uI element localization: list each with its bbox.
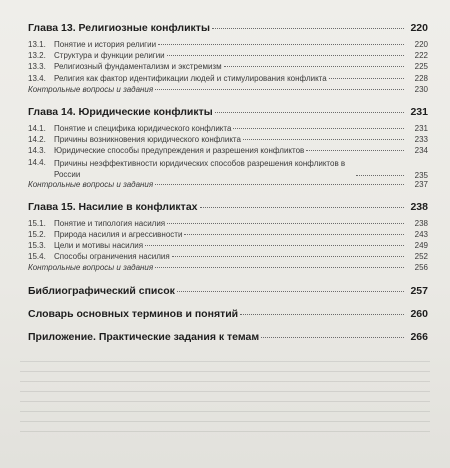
toc-entry-questions	[28, 85, 428, 96]
section-number: 15.2.	[28, 229, 46, 239]
section-title: Способы ограничения насилия	[54, 252, 170, 262]
section-number: 15.3.	[28, 241, 46, 251]
dot-leader	[212, 28, 404, 29]
chapter-title: Глава 14. Юридические конфликты	[28, 105, 213, 118]
toc-entry	[28, 135, 428, 146]
section-title: Контрольные вопросы и задания	[28, 179, 154, 189]
section-page: 234	[414, 146, 428, 156]
table-of-contents	[28, 22, 428, 354]
dot-leader	[261, 337, 404, 338]
dot-leader	[155, 267, 404, 268]
toc-entry	[28, 219, 428, 230]
chapter-14	[28, 106, 428, 191]
section-page: 230	[414, 84, 428, 94]
section-number: 13.2.	[28, 51, 46, 61]
section-title: Религия как фактор идентификации людей и стимулирования конфликта	[54, 73, 327, 83]
section-number: 14.3.	[28, 146, 46, 156]
section-number: 13.4.	[28, 73, 46, 83]
section-number: 14.1.	[28, 123, 46, 133]
toc-entry	[28, 230, 428, 241]
chapter-heading	[28, 201, 428, 215]
section-number: 14.2.	[28, 135, 46, 145]
section-number: 14.4.	[28, 157, 46, 167]
section-page: 225	[414, 62, 428, 72]
chapter-title: Глава 15. Насилие в конфликтах	[28, 200, 198, 213]
back-matter-page: 257	[410, 284, 428, 297]
paper-show-through	[20, 352, 430, 432]
section-number: 13.3.	[28, 62, 46, 72]
toc-entry	[28, 146, 428, 157]
back-matter-title: Библиографический список	[28, 284, 175, 297]
section-page: 256	[414, 263, 428, 273]
show-through-line	[20, 401, 430, 402]
section-number: 13.1.	[28, 40, 46, 49]
dot-leader	[184, 234, 404, 235]
toc-entry	[28, 252, 428, 263]
section-title: Причины неэффективности юридических способов разрешения конфликтов в России	[54, 158, 346, 179]
back-matter-page: 266	[410, 330, 428, 343]
dot-leader	[155, 89, 404, 90]
section-page: 238	[414, 218, 428, 228]
section-page: 243	[414, 229, 428, 239]
toc-entry	[28, 51, 428, 62]
dot-leader	[158, 44, 404, 45]
show-through-line	[20, 381, 430, 382]
chapter-13	[28, 22, 428, 96]
chapter-heading	[28, 106, 428, 120]
back-matter-title: Приложение. Практические задания к темам	[28, 330, 260, 343]
show-through-line	[20, 361, 430, 362]
show-through-line	[20, 391, 430, 392]
back-matter-item	[28, 285, 428, 299]
section-title: Религиозный фундаментализм и экстремизм	[54, 62, 222, 72]
section-number: 15.1.	[28, 218, 46, 228]
section-page: 237	[414, 179, 428, 189]
dot-leader	[167, 223, 404, 224]
toc-entry	[28, 74, 428, 85]
chapter-page: 220	[410, 22, 428, 34]
dot-leader	[145, 245, 404, 246]
show-through-line	[20, 421, 430, 422]
show-through-line	[20, 411, 430, 412]
dot-leader	[172, 256, 404, 257]
back-matter-item	[28, 308, 428, 322]
entry-tail	[354, 171, 428, 180]
section-page: 231	[414, 123, 428, 133]
dot-leader	[356, 175, 404, 176]
toc-entry	[28, 241, 428, 252]
chapter-15	[28, 201, 428, 275]
back-matter-title: Словарь основных терминов и понятий	[28, 307, 239, 320]
section-number: 15.4.	[28, 252, 46, 262]
dot-leader	[200, 207, 405, 208]
section-page: 228	[414, 73, 428, 83]
section-title: Причины возникновения юридического конфликта	[54, 135, 241, 145]
section-title: Цели и мотивы насилия	[54, 241, 144, 251]
chapter-heading	[28, 22, 428, 36]
back-matter-item	[28, 331, 428, 345]
dot-leader	[224, 66, 404, 67]
chapter-page: 238	[410, 200, 428, 213]
section-title: Юридические способы предупреждения и разрешения конфликтов	[54, 146, 305, 156]
dot-leader	[243, 139, 404, 140]
dot-leader	[240, 314, 404, 315]
toc-entry	[28, 158, 428, 180]
toc-entry	[28, 124, 428, 135]
section-page: 249	[414, 241, 428, 251]
dot-leader	[167, 55, 404, 56]
section-page: 222	[414, 51, 428, 61]
section-title: Структура и функции религии	[54, 51, 165, 61]
section-page: 252	[414, 252, 428, 262]
toc-entry	[28, 62, 428, 73]
dot-leader	[215, 112, 404, 113]
section-page: 233	[414, 135, 428, 145]
chapter-page: 231	[410, 105, 428, 118]
section-title: Понятие и специфика юридического конфликта	[54, 123, 232, 133]
dot-leader	[306, 150, 404, 151]
section-title: Понятие и типология насилия	[54, 218, 166, 228]
toc-entry-questions	[28, 180, 428, 191]
chapter-title: Глава 13. Религиозные конфликты	[28, 22, 210, 34]
section-title: Природа насилия и агрессивности	[54, 229, 183, 239]
back-matter-page: 260	[410, 307, 428, 320]
toc-entry	[28, 40, 428, 51]
dot-leader	[233, 128, 404, 129]
section-page: 220	[414, 40, 428, 49]
dot-leader	[329, 78, 404, 79]
section-title: Контрольные вопросы и задания	[28, 84, 154, 94]
toc-entry-questions	[28, 263, 428, 274]
show-through-line	[20, 371, 430, 372]
back-matter	[28, 285, 428, 345]
show-through-line	[20, 431, 430, 432]
section-title: Контрольные вопросы и задания	[28, 263, 154, 273]
dot-leader	[155, 184, 404, 185]
section-page: 235	[414, 170, 428, 180]
section-title: Понятие и история религии	[54, 40, 157, 49]
dot-leader	[177, 291, 404, 292]
